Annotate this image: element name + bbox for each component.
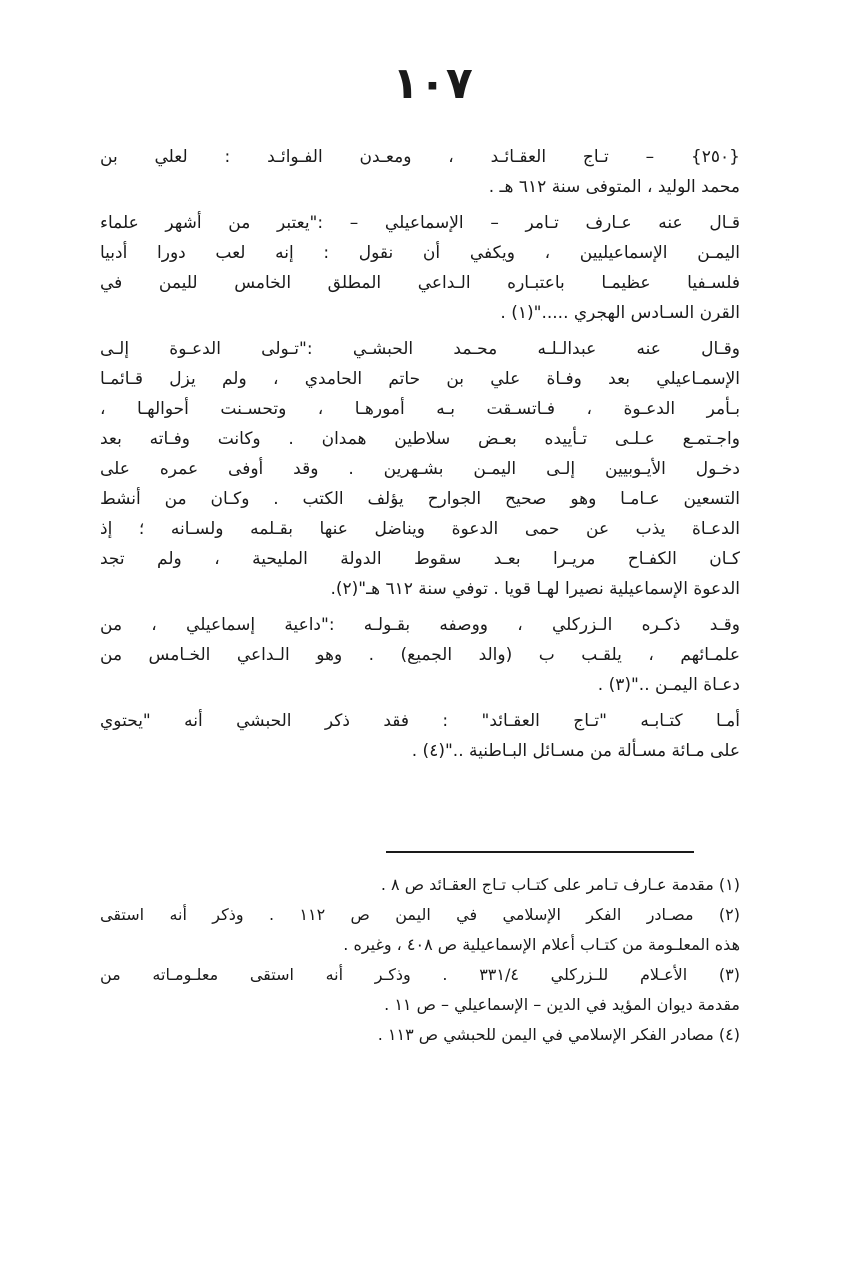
footnote [100,870,740,900]
footnote [100,1020,740,1050]
footnote-line: (٣) الأعـلام للـزركلي ٣٣١/٤ . وذكـر أنه استقى معلـومـاته من [100,965,740,984]
text-line: وقـد ذكـره الـزركلي ، ووصفه بقـولـه :"داعية إسماعيلي ، من [100,615,740,635]
text-line: الدعـاة يذب عن حمى الدعوة ويناضل عنها بقـلمه ولسـانه ؛ إذ [100,519,740,539]
text-line: التسعين عـامـا وهو صحيح الجوارح يؤلف الكتب . وكـان من أنشط [100,489,740,509]
text-line: فلسـفيا عظيمـا باعتبـاره الـداعي المطلق الخامس لليمن في [100,273,740,293]
footnote-line: مقدمة ديوان المؤيد في الدين – الإسماعيلي – ص ١١ . [384,995,740,1014]
paragraph [100,610,740,700]
text-line: دخـول الأيـوبيين إلـى اليمـن بشـهرين . وقد أوفى عمره على [100,459,740,479]
text-line: محمد الوليد ، المتوفى سنة ٦١٢ هـ . [488,177,740,197]
text-line: القرن السـادس الهجري ....."(١) . [500,303,740,323]
paragraph [100,142,740,202]
text-line: دعـاة اليمـن .."(٣) . [597,675,740,695]
paragraph [100,334,740,604]
text-line: اليمـن الإسماعيليين ، ويكفي أن نقول : إنه لعب دورا أدبيا [100,243,740,263]
footnote-line: (١) مقدمة عـارف تـامر على كتـاب تـاج العقـائد ص ٨ . [380,875,740,894]
paragraph [100,208,740,328]
text-line: علمـائهم ، يلقـب ب (والد الجميع) . وهو الـداعي الخـامس من [100,645,740,665]
text-line: وقـال عنه عبدالـلـه محـمد الحبشـي :"تـولى الدعـوة إلـى [100,339,740,359]
text-line: واجـتمـع عـلـى تـأييده بعـض سلاطين همدان . وكانت وفـاته بعد [100,429,740,449]
paragraph [100,706,740,766]
footnote-line: (٢) مصـادر الفكر الإسلامي في اليمن ص ١١٢ . وذكر أنه استقى [100,905,740,924]
text-line: أمـا كتـابـه "تـاج العقـائد" : فقد ذكر الحبشي أنه "يحتوي [100,711,740,731]
footnote-line: هذه المعلـومة من كتـاب أعلام الإسماعيلية ص ٤٠٨ ، وغيره . [343,935,740,954]
footnote-line: (٤) مصادر الفكر الإسلامي في اليمن للحبشي ص ١١٣ . [377,1025,740,1044]
footnote-separator [386,851,694,853]
footnote [100,960,740,1020]
main-text [100,142,740,766]
text-line: على مـائة مسـألة من مسـائل البـاطنية .."(٤) . [411,741,740,761]
page-number: ١٠٧ [392,58,473,109]
text-line: بـأمر الدعـوة ، فـاتسـقت بـه أمورهـا ، وتحسـنت أحوالهـا ، [100,399,740,419]
footnotes [100,870,740,1050]
text-line: {٢٥٠} – تـاج العقـائـد ، ومعـدن الفـوائـد : لعلي بن [100,147,740,167]
text-line: الدعوة الإسماعيلية نصيرا لهـا قويا . توفي سنة ٦١٢ هـ"(٢). [330,579,740,599]
footnote [100,900,740,960]
text-line: قـال عنه عـارف تـامر – الإسماعيلي – :"يعتبر من أشهر علماء [100,213,740,233]
text-line: الإسمـاعيلي بعد وفـاة علي بن حاتم الحامدي ، ولم يزل قـائمـا [100,369,740,389]
text-line: كـان الكفـاح مريـرا بعـد سقوط الدولة المليحية ، ولم تجد [100,549,740,569]
